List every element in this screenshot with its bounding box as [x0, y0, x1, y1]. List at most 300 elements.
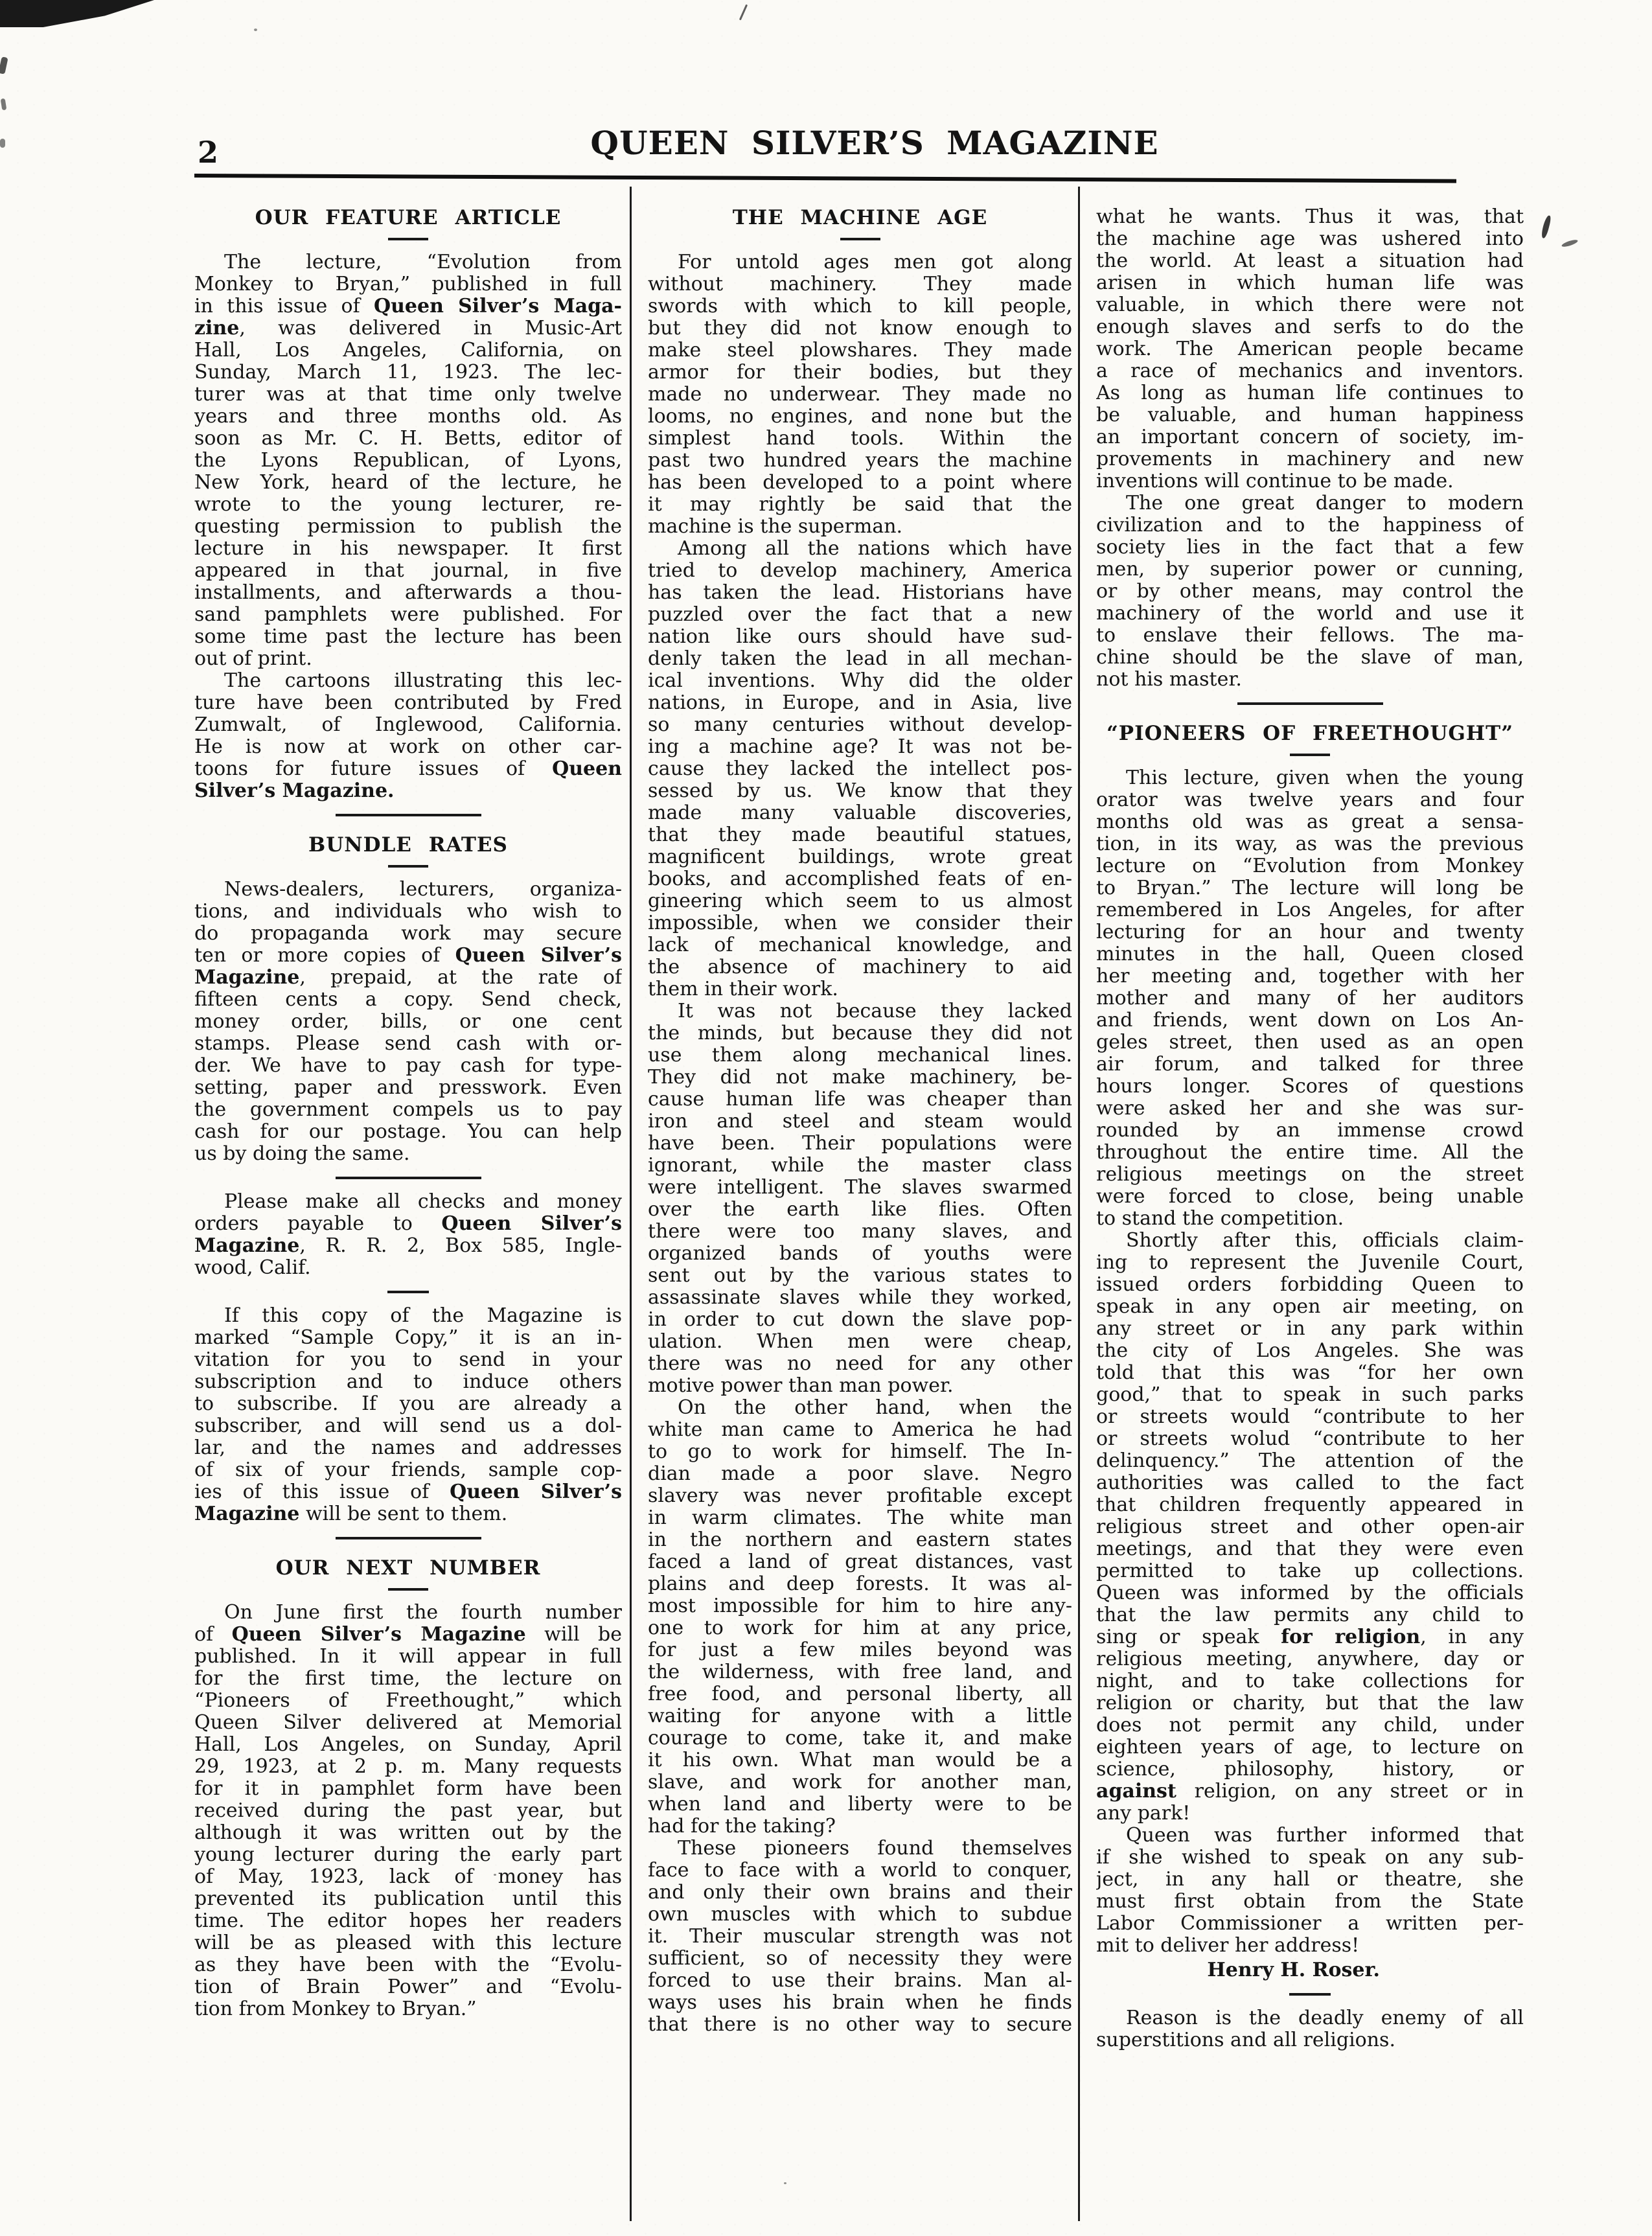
- section-heading: THE MACHINE AGE: [732, 206, 988, 229]
- text-run: will be: [525, 1624, 622, 1646]
- text-line: some time past the lecture has been: [194, 626, 622, 648]
- text-line: tion, in its way, as was the previous: [1096, 833, 1524, 855]
- text-line: in order to cut down the slave pop-: [648, 1309, 1072, 1331]
- text-line: delinquency.” The attention of the: [1096, 1450, 1524, 1472]
- heading-underline: [840, 238, 880, 240]
- text-line: hours longer. Scores of questions: [1096, 1076, 1524, 1098]
- text-line: it. Their muscular strength was not: [648, 1926, 1072, 1948]
- text-line: made no underwear. They made no: [648, 384, 1072, 406]
- text-line: armor for their bodies, but they: [648, 362, 1072, 384]
- column-divider-1: [630, 187, 632, 2221]
- scan-artifact: [0, 56, 8, 75]
- text-line: for it in pamphlet form have been: [194, 1778, 622, 1800]
- text-line: marked “Sample Copy,” it is an in-: [194, 1327, 622, 1349]
- text-line: der. We have to pay cash for type-: [194, 1055, 622, 1077]
- text-line: or by other means, may control the: [1096, 581, 1524, 603]
- text-line: Monkey to Bryan,” published in full: [194, 273, 622, 295]
- heading-underline: [388, 1588, 428, 1591]
- text-line: ture have been contributed by Fred: [194, 692, 622, 714]
- bold-run: for religion: [1281, 1626, 1421, 1648]
- bold-run: Queen Silver’s: [441, 1213, 622, 1235]
- text-line: for just a few miles beyond was: [648, 1639, 1072, 1661]
- paragraph: [648, 1838, 1072, 2036]
- text-line: it may rightly be said that the: [648, 494, 1072, 516]
- text-line: that they made beautiful statues,: [648, 824, 1072, 846]
- text-line: made many valuable discoveries,: [648, 802, 1072, 824]
- text-line: what he wants. Thus it was, that: [1096, 206, 1524, 228]
- scan-speck: [254, 29, 257, 31]
- text-line: machinery of the world and use it: [1096, 603, 1524, 625]
- text-line: motive power than man power.: [648, 1375, 954, 1397]
- text-line: 29, 1923, at 2 p. m. Many requests: [194, 1756, 622, 1778]
- text-line: wood, Calif.: [194, 1257, 311, 1279]
- paragraph: [1096, 1825, 1524, 1957]
- text-line: valuable, in which there were not: [1096, 294, 1524, 316]
- bold-run: Silver’s Magazine.: [194, 780, 395, 802]
- text-line: cause they lacked the intellect pos-: [648, 758, 1072, 780]
- bold-run: Queen: [552, 758, 622, 780]
- text-line: slavery was never profitable except: [648, 1485, 1072, 1507]
- text-line: geles street, then used as an open: [1096, 1032, 1524, 1054]
- text-line: issued orders forbidding Queen to: [1096, 1274, 1524, 1296]
- scan-artifact: [0, 0, 154, 27]
- text-run: sing or speak: [1096, 1626, 1281, 1648]
- text-line: tion from Monkey to Bryan.”: [194, 1998, 477, 2020]
- text-line: magnificent buildings, wrote great: [648, 846, 1072, 868]
- text-line: that children frequently appeared in: [1096, 1494, 1524, 1516]
- text-line: tried to develop machinery, America: [648, 560, 1072, 582]
- scan-artifact: [1541, 214, 1552, 238]
- text-line: sufficient, so of necessity they were: [648, 1948, 1072, 1970]
- text-line: told that this was “for her own: [1096, 1362, 1524, 1384]
- signature: Henry H. Roser.: [1207, 1959, 1380, 1981]
- text-line: [194, 780, 622, 802]
- bold-run: Magazine: [194, 1503, 300, 1525]
- text-line: machine is the superman.: [648, 516, 903, 538]
- text-line: lack of mechanical knowledge, and: [648, 934, 1072, 956]
- text-line: were intelligent. The slaves swarmed: [648, 1177, 1072, 1199]
- text-line: one to work for him at any price,: [648, 1617, 1072, 1639]
- section-heading: OUR FEATURE ARTICLE: [255, 206, 562, 229]
- text-line: work. The American people became: [1096, 338, 1524, 360]
- paragraph: [1096, 1230, 1524, 1825]
- text-line: books, and accomplished feats of en-: [648, 868, 1072, 890]
- text-line: the world. At least a situation had: [1096, 250, 1524, 272]
- text-line: night, and to take collections for: [1096, 1670, 1524, 1692]
- bold-run: Queen Silver’s Maga-: [373, 295, 622, 317]
- text-line: rounded by an immense crowd: [1096, 1120, 1524, 1142]
- text-line: over the earth like flies. Often: [648, 1199, 1072, 1221]
- text-line: in the northern and eastern states: [648, 1529, 1072, 1551]
- paragraph: [194, 879, 622, 1165]
- text-line: They did not make machinery, be-: [648, 1066, 1072, 1089]
- text-line: [194, 758, 622, 780]
- text-line: the city of Los Angeles. She was: [1096, 1340, 1524, 1362]
- text-line: [194, 1235, 622, 1257]
- scan-artifact: [1, 98, 7, 111]
- text-line: permitted to take up collections.: [1096, 1560, 1524, 1582]
- text-line: puzzled over the fact that a new: [648, 604, 1072, 626]
- text-run: , R. R. 2, Box 585, Ingle-: [299, 1235, 622, 1257]
- text-line: swords with which to kill people,: [648, 295, 1072, 317]
- page-number: 2: [198, 135, 219, 170]
- text-line: Shortly after this, officials claim-: [1126, 1230, 1524, 1252]
- text-line: young lecturer during the early part: [194, 1844, 622, 1866]
- text-line: lecture in his newspaper. It first: [194, 538, 622, 560]
- text-line: that there is no other way to secure: [648, 2014, 1072, 2036]
- text-line: authorities was called to the fact: [1096, 1472, 1524, 1494]
- text-line: [194, 1213, 622, 1235]
- text-line: it his own. What man would be a: [648, 1749, 1072, 1771]
- text-line: Queen was informed by the officials: [1096, 1582, 1524, 1604]
- text-line: Hall, Los Angeles, California, on: [194, 340, 622, 362]
- text-line: slave, and work for another man,: [648, 1771, 1072, 1793]
- text-line: installments, and afterwards a thou-: [194, 582, 622, 604]
- text-line: years and three months old. As: [194, 406, 622, 428]
- text-line: Among all the nations which have: [678, 538, 1072, 560]
- text-line: [194, 317, 622, 340]
- bold-run: Magazine: [194, 1235, 300, 1257]
- magazine-title: QUEEN SILVER’S MAGAZINE: [590, 124, 1159, 162]
- text-line: forced to use their brains. Man al-: [648, 1970, 1072, 1992]
- text-line: the wilderness, with free land, and: [648, 1661, 1072, 1683]
- text-line: had for the taking?: [648, 1815, 836, 1838]
- text-line: Labor Commissioner a written per-: [1096, 1913, 1524, 1935]
- text-line: free food, and personal liberty, all: [648, 1683, 1072, 1705]
- text-line: [1096, 1626, 1524, 1648]
- text-line: society lies in the fact that a few: [1096, 536, 1524, 559]
- text-run: toons for future issues of: [194, 758, 553, 780]
- scan-artifact: [0, 139, 5, 148]
- text-line: Sunday, March 11, 1923. The lec-: [194, 362, 622, 384]
- text-run: ten or more copies of: [194, 945, 455, 967]
- text-line: air forum, and talked for three: [1096, 1054, 1524, 1076]
- text-line: for the first time, the lecture on: [194, 1668, 622, 1690]
- text-line: [194, 1481, 622, 1503]
- text-line: do propaganda work may secure: [194, 923, 622, 945]
- paragraph: [194, 251, 622, 670]
- text-line: inventions will continue to be made.: [1096, 470, 1454, 492]
- text-line: of May, 1923, lack of money has: [194, 1866, 622, 1888]
- text-line: time. The editor hopes her readers: [194, 1910, 622, 1932]
- text-line: own muscles with which to subdue: [648, 1904, 1072, 1926]
- section-heading: “PIONEERS OF FREETHOUGHT”: [1106, 722, 1514, 745]
- text-line: ignorant, while the master class: [648, 1155, 1072, 1177]
- text-line: The cartoons illustrating this lec-: [224, 670, 622, 692]
- paragraph: [194, 1305, 622, 1525]
- text-line: As long as human life continues to: [1096, 382, 1524, 404]
- text-line: tion of Brain Power” and “Evolu-: [194, 1976, 622, 1998]
- text-line: denly taken the lead in all mechan-: [648, 648, 1072, 670]
- text-line: subscription and to induce others: [194, 1371, 622, 1393]
- text-line: in warm climates. The white man: [648, 1507, 1072, 1529]
- column-divider-2: [1078, 187, 1080, 2221]
- text-line: use them along mechanical lines.: [648, 1044, 1072, 1066]
- text-line: money order, bills, or one cent: [194, 1011, 622, 1033]
- paragraph: [1096, 206, 1524, 492]
- text-line: He is now at work on other car-: [194, 736, 622, 758]
- heading-underline: [1290, 754, 1330, 756]
- text-line: out of print.: [194, 648, 312, 670]
- section-divider: [1289, 1993, 1331, 1996]
- column-2: [648, 206, 1072, 2036]
- bold-run: Magazine: [194, 967, 300, 989]
- text-line: ical inventions. Why did the older: [648, 670, 1072, 692]
- text-line: It was not because they lacked: [678, 1000, 1072, 1022]
- text-line: vitation for you to send in your: [194, 1349, 622, 1371]
- column-1: [194, 206, 622, 2020]
- text-line: On June first the fourth number: [224, 1602, 622, 1624]
- text-line: sessed by us. We know that they: [648, 780, 1072, 802]
- text-line: civilization and to the happiness of: [1096, 514, 1524, 536]
- section-divider: [336, 1537, 481, 1539]
- section-divider: [387, 1291, 429, 1293]
- text-line: does not permit any child, under: [1096, 1714, 1524, 1736]
- text-line: must first obtain from the State: [1096, 1891, 1524, 1913]
- scan-artifact: [739, 5, 748, 21]
- text-line: These pioneers found themselves: [678, 1838, 1072, 1860]
- text-line: nation like ours should have sud-: [648, 626, 1072, 648]
- text-line: The lecture, “Evolution from: [224, 251, 622, 273]
- text-line: to subscribe. If you are already a: [194, 1393, 622, 1415]
- paragraph: [194, 670, 622, 802]
- text-line: and friends, went down on Los An-: [1096, 1009, 1524, 1032]
- text-run: in this issue of: [194, 295, 374, 317]
- paragraph: [648, 1397, 1072, 1838]
- text-line: prevented its publication until this: [194, 1888, 622, 1910]
- text-line: Reason is the deadly enemy of all: [1126, 2007, 1524, 2029]
- text-run: orders payable to: [194, 1213, 442, 1235]
- text-line: them in their work.: [648, 978, 838, 1000]
- text-line: [194, 1624, 622, 1646]
- text-line: Hall, Los Angeles, on Sunday, April: [194, 1734, 622, 1756]
- header-rule: [194, 174, 1456, 183]
- text-line: has been developed to a point where: [648, 472, 1072, 494]
- text-line: This lecture, given when the young: [1126, 767, 1524, 789]
- text-run: , in any: [1420, 1626, 1524, 1648]
- text-line: good,” that to speak in such parks: [1096, 1384, 1524, 1406]
- section-heading: OUR NEXT NUMBER: [275, 1556, 541, 1580]
- text-line: courage to come, take it, and make: [648, 1727, 1072, 1749]
- text-line: as they have been with the “Evolu-: [194, 1954, 622, 1976]
- text-line: so many centuries without develop-: [648, 714, 1072, 736]
- text-line: received during the past year, but: [194, 1800, 622, 1822]
- text-line: turer was at that time only twelve: [194, 384, 622, 406]
- text-line: gineering which seem to us almost: [648, 890, 1072, 912]
- text-line: organized bands of youths were: [648, 1243, 1072, 1265]
- text-line: although it was written out by the: [194, 1822, 622, 1844]
- text-line: questing permission to publish the: [194, 516, 622, 538]
- text-line: If this copy of the Magazine is: [224, 1305, 622, 1327]
- text-line: of six of your friends, sample cop-: [194, 1459, 622, 1481]
- text-line: religion or charity, but that the law: [1096, 1692, 1524, 1714]
- text-line: months old was as great a sensa-: [1096, 811, 1524, 833]
- text-line: impossible, when we consider their: [648, 912, 1072, 934]
- text-line: lar, and the names and addresses: [194, 1437, 622, 1459]
- section-divider: [336, 1177, 481, 1179]
- text-line: News-dealers, lecturers, organiza-: [224, 879, 622, 901]
- text-line: [194, 1503, 622, 1525]
- text-line: men, by superior power or cunning,: [1096, 559, 1524, 581]
- text-line: mother and many of her auditors: [1096, 987, 1524, 1009]
- paragraph: [1096, 767, 1524, 1230]
- text-line: the absence of machinery to aid: [648, 956, 1072, 978]
- section-heading: BUNDLE RATES: [308, 833, 508, 857]
- bold-run: zine: [194, 317, 240, 340]
- text-line: provements in machinery and new: [1096, 448, 1524, 470]
- text-line: to go to work for himself. The In-: [648, 1441, 1072, 1463]
- text-line: be valuable, and human happiness: [1096, 404, 1524, 426]
- text-line: there were too many slaves, and: [648, 1221, 1072, 1243]
- text-line: and only their own brains and their: [648, 1882, 1072, 1904]
- section-divider: [1237, 702, 1383, 705]
- text-line: Queen Silver delivered at Memorial: [194, 1712, 622, 1734]
- text-line: New York, heard of the lecture, he: [194, 472, 622, 494]
- text-run: ies of this issue of: [194, 1481, 450, 1503]
- text-line: chine should be the slave of man,: [1096, 647, 1524, 669]
- text-line: cash for our postage. You can help: [194, 1121, 622, 1143]
- text-line: ulation. When men were cheap,: [648, 1331, 1072, 1353]
- text-line: minutes in the hall, Queen closed: [1096, 943, 1524, 965]
- text-line: there was no need for any other: [648, 1353, 1072, 1375]
- text-line: iron and steel and steam would: [648, 1111, 1072, 1133]
- text-line: Please make all checks and money: [224, 1191, 622, 1213]
- text-line: any park!: [1096, 1803, 1191, 1825]
- text-run: , prepaid, at the rate of: [299, 967, 622, 989]
- text-line: fifteen cents a copy. Send check,: [194, 989, 622, 1011]
- column-3: [1096, 206, 1524, 2051]
- text-line: past two hundred years the machine: [648, 450, 1072, 472]
- text-line: the machine age was ushered into: [1096, 228, 1524, 250]
- text-line: [194, 945, 622, 967]
- heading-underline: [388, 238, 428, 240]
- text-line: The one great danger to modern: [1126, 492, 1524, 514]
- paragraph: [648, 538, 1072, 1000]
- text-line: cause human life was cheaper than: [648, 1089, 1072, 1111]
- text-line: throughout the entire time. All the: [1096, 1142, 1524, 1164]
- text-line: if she wished to speak on any sub-: [1096, 1847, 1524, 1869]
- text-line: nations, in Europe, and in Asia, live: [648, 692, 1072, 714]
- text-line: the government compels us to pay: [194, 1099, 622, 1121]
- text-line: ing to represent the Juvenile Court,: [1096, 1252, 1524, 1274]
- text-line: the Lyons Republican, of Lyons,: [194, 450, 622, 472]
- text-line: has taken the lead. Historians have: [648, 582, 1072, 604]
- text-line: Zumwalt, of Inglewood, California.: [194, 714, 622, 736]
- text-line: appeared in that journal, in five: [194, 560, 622, 582]
- text-line: sent out by the various states to: [648, 1265, 1072, 1287]
- section-divider: [336, 814, 481, 816]
- text-line: when land and liberty were to be: [648, 1793, 1072, 1815]
- text-line: superstitions and all religions.: [1096, 2029, 1395, 2051]
- text-line: to stand the competition.: [1096, 1208, 1344, 1230]
- text-line: us by doing the same.: [194, 1143, 410, 1165]
- paragraph: [194, 1191, 622, 1279]
- text-line: simplest hand tools. Within the: [648, 428, 1072, 450]
- text-line: stamps. Please send cash with or-: [194, 1033, 622, 1055]
- text-line: “Pioneers of Freethought,” which: [194, 1690, 622, 1712]
- text-line: published. In it will appear in full: [194, 1646, 622, 1668]
- text-line: dian made a poor slave. Negro: [648, 1463, 1072, 1485]
- text-line: that the law permits any child to: [1096, 1604, 1524, 1626]
- text-run: , was delivered in Music-Art: [239, 317, 622, 340]
- text-line: religious street and other open-air: [1096, 1516, 1524, 1538]
- bold-run: against: [1096, 1781, 1176, 1803]
- text-line: plains and deep forests. It was al-: [648, 1573, 1072, 1595]
- text-line: orator was twelve years and four: [1096, 789, 1524, 811]
- text-line: speak in any open air meeting, on: [1096, 1296, 1524, 1318]
- text-line: a race of mechanics and inventors.: [1096, 360, 1524, 382]
- text-line: without machinery. They made: [648, 273, 1072, 295]
- text-line: were forced to close, being unable: [1096, 1186, 1524, 1208]
- text-line: subscriber, and will send us a dol-: [194, 1415, 622, 1437]
- text-line: but they did not know enough to: [648, 317, 1072, 340]
- text-line: make steel plowshares. They made: [648, 340, 1072, 362]
- text-line: waiting for anyone with a little: [648, 1705, 1072, 1727]
- text-line: enough slaves and serfs to do the: [1096, 316, 1524, 338]
- scan-speck: [784, 2182, 786, 2184]
- text-line: or streets wolud “contribute to her: [1096, 1428, 1524, 1450]
- text-line: not his master.: [1096, 669, 1242, 691]
- text-line: religious meetings on the street: [1096, 1164, 1524, 1186]
- text-line: have been. Their populations were: [648, 1133, 1072, 1155]
- paragraph: [1096, 2007, 1524, 2051]
- heading-underline: [388, 865, 428, 868]
- text-line: tions, and individuals who wish to: [194, 901, 622, 923]
- scan-artifact: [1561, 238, 1579, 248]
- text-line: [194, 295, 622, 317]
- text-line: looms, no engines, and none but the: [648, 406, 1072, 428]
- text-line: remembered in Los Angeles, for after: [1096, 899, 1524, 921]
- bold-run: Queen Silver’s: [455, 945, 622, 967]
- text-line: Queen was further informed that: [1126, 1825, 1524, 1847]
- bold-run: Queen Silver’s: [450, 1481, 622, 1503]
- text-line: most impossible for him to hire any-: [648, 1595, 1072, 1617]
- text-line: meetings, and that they were even: [1096, 1538, 1524, 1560]
- text-line: face to face with a world to conquer,: [648, 1860, 1072, 1882]
- text-line: On the other hand, when the: [678, 1397, 1072, 1419]
- text-line: sand pamphlets were published. For: [194, 604, 622, 626]
- text-line: lecture on “Evolution from Monkey: [1096, 855, 1524, 877]
- text-line: assassinate slaves while they worked,: [648, 1287, 1072, 1309]
- text-run: religion, on any street or in: [1176, 1781, 1524, 1803]
- paragraph: [648, 251, 1072, 538]
- text-line: arisen in which human life was: [1096, 272, 1524, 294]
- text-line: to enslave their fellows. The ma-: [1096, 625, 1524, 647]
- text-run: of: [194, 1624, 232, 1646]
- paragraph: [648, 1000, 1072, 1397]
- text-line: mit to deliver her address!: [1096, 1935, 1360, 1957]
- text-line: soon as Mr. C. H. Betts, editor of: [194, 428, 622, 450]
- text-line: science, philosophy, history, or: [1096, 1758, 1524, 1781]
- text-line: were asked her and she was sur-: [1096, 1098, 1524, 1120]
- text-line: lecturing for an hour and twenty: [1096, 921, 1524, 943]
- text-line: any street or in any park within: [1096, 1318, 1524, 1340]
- text-line: wrote to the young lecturer, re-: [194, 494, 622, 516]
- text-line: [194, 967, 622, 989]
- text-line: setting, paper and presswork. Even: [194, 1077, 622, 1099]
- text-line: to Bryan.” The lecture will long be: [1096, 877, 1524, 899]
- text-line: For untold ages men got along: [678, 251, 1072, 273]
- paragraph: [1096, 492, 1524, 691]
- text-line: faced a land of great distances, vast: [648, 1551, 1072, 1573]
- text-line: [1096, 1781, 1524, 1803]
- text-line: ways uses his brain when he finds: [648, 1992, 1072, 2014]
- text-run: will be sent to them.: [299, 1503, 508, 1525]
- text-line: ject, in any hall or theatre, she: [1096, 1869, 1524, 1891]
- bold-run: Queen Silver’s Magazine: [231, 1624, 526, 1646]
- text-line: will be as pleased with this lecture: [194, 1932, 622, 1954]
- text-line: ing a machine age? It was not be-: [648, 736, 1072, 758]
